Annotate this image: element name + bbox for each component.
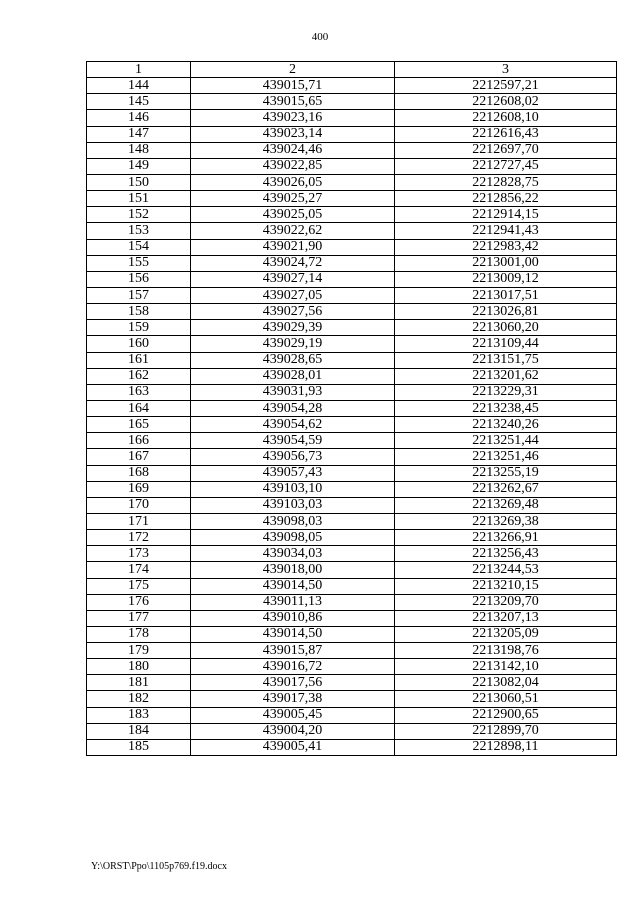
y-coordinate-cell: 2212914,15	[395, 207, 617, 223]
table-row	[87, 594, 617, 610]
x-coordinate-cell: 439056,73	[191, 449, 395, 465]
y-coordinate-cell: 2213198,76	[395, 643, 617, 659]
point-number-cell: 172	[87, 530, 191, 546]
point-number-cell: 175	[87, 578, 191, 594]
point-number-cell: 149	[87, 158, 191, 174]
point-number-cell: 160	[87, 336, 191, 352]
table-row	[87, 110, 617, 126]
point-number-cell: 182	[87, 691, 191, 707]
x-coordinate-cell: 439029,39	[191, 320, 395, 336]
y-coordinate-cell: 2213240,26	[395, 417, 617, 433]
x-coordinate-cell: 439023,14	[191, 126, 395, 142]
y-coordinate-cell: 2213207,13	[395, 610, 617, 626]
table-row	[87, 513, 617, 529]
x-coordinate-cell: 439027,56	[191, 304, 395, 320]
x-coordinate-cell: 439018,00	[191, 562, 395, 578]
x-coordinate-cell: 439103,03	[191, 497, 395, 513]
table-row	[87, 207, 617, 223]
table-row	[87, 78, 617, 94]
y-coordinate-cell: 2213017,51	[395, 287, 617, 303]
point-number-cell: 157	[87, 287, 191, 303]
point-number-cell: 176	[87, 594, 191, 610]
point-number-cell: 185	[87, 739, 191, 755]
y-coordinate-cell: 2213251,44	[395, 433, 617, 449]
y-coordinate-cell: 2213201,62	[395, 368, 617, 384]
table-row	[87, 691, 617, 707]
table-row	[87, 158, 617, 174]
y-coordinate-cell: 2212828,75	[395, 174, 617, 190]
point-number-cell: 163	[87, 384, 191, 400]
x-coordinate-cell: 439054,28	[191, 400, 395, 416]
table-row	[87, 578, 617, 594]
table-row	[87, 417, 617, 433]
y-coordinate-cell: 2212900,65	[395, 707, 617, 723]
point-number-cell: 174	[87, 562, 191, 578]
x-coordinate-cell: 439054,62	[191, 417, 395, 433]
y-coordinate-cell: 2213262,67	[395, 481, 617, 497]
y-coordinate-cell: 2213269,38	[395, 513, 617, 529]
x-coordinate-cell: 439010,86	[191, 610, 395, 626]
y-coordinate-cell: 2213229,31	[395, 384, 617, 400]
table-row	[87, 304, 617, 320]
point-number-cell: 156	[87, 271, 191, 287]
x-coordinate-cell: 439098,03	[191, 513, 395, 529]
table-row	[87, 643, 617, 659]
point-number-cell: 165	[87, 417, 191, 433]
x-coordinate-cell: 439011,13	[191, 594, 395, 610]
y-coordinate-cell: 2213255,19	[395, 465, 617, 481]
point-number-cell: 181	[87, 675, 191, 691]
point-number-cell: 148	[87, 142, 191, 158]
table-row	[87, 675, 617, 691]
x-coordinate-cell: 439022,85	[191, 158, 395, 174]
x-coordinate-cell: 439028,01	[191, 368, 395, 384]
point-number-cell: 167	[87, 449, 191, 465]
y-coordinate-cell: 2213244,53	[395, 562, 617, 578]
point-number-cell: 173	[87, 546, 191, 562]
y-coordinate-cell: 2212899,70	[395, 723, 617, 739]
x-coordinate-cell: 439025,27	[191, 191, 395, 207]
x-coordinate-cell: 439034,03	[191, 546, 395, 562]
table-row	[87, 336, 617, 352]
x-coordinate-cell: 439024,46	[191, 142, 395, 158]
y-coordinate-cell: 2212856,22	[395, 191, 617, 207]
table-row	[87, 562, 617, 578]
table-row	[87, 723, 617, 739]
point-number-cell: 154	[87, 239, 191, 255]
table-row	[87, 368, 617, 384]
point-number-cell: 153	[87, 223, 191, 239]
table-row	[87, 481, 617, 497]
x-coordinate-cell: 439017,56	[191, 675, 395, 691]
page-number: 400	[311, 31, 329, 43]
y-coordinate-cell: 2213060,51	[395, 691, 617, 707]
y-coordinate-cell: 2213251,46	[395, 449, 617, 465]
table-body	[87, 78, 617, 756]
x-coordinate-cell: 439014,50	[191, 578, 395, 594]
column-header: 1	[87, 62, 191, 78]
x-coordinate-cell: 439027,05	[191, 287, 395, 303]
table-row	[87, 739, 617, 755]
point-number-cell: 145	[87, 94, 191, 110]
point-number-cell: 170	[87, 497, 191, 513]
x-coordinate-cell: 439026,05	[191, 174, 395, 190]
x-coordinate-cell: 439025,05	[191, 207, 395, 223]
y-coordinate-cell: 2213205,09	[395, 626, 617, 642]
y-coordinate-cell: 2212697,70	[395, 142, 617, 158]
x-coordinate-cell: 439005,45	[191, 707, 395, 723]
y-coordinate-cell: 2213151,75	[395, 352, 617, 368]
point-number-cell: 155	[87, 255, 191, 271]
y-coordinate-cell: 2213060,20	[395, 320, 617, 336]
table-row	[87, 465, 617, 481]
y-coordinate-cell: 2212941,43	[395, 223, 617, 239]
y-coordinate-cell: 2212608,10	[395, 110, 617, 126]
x-coordinate-cell: 439021,90	[191, 239, 395, 255]
y-coordinate-cell: 2212608,02	[395, 94, 617, 110]
x-coordinate-cell: 439015,65	[191, 94, 395, 110]
y-coordinate-cell: 2213026,81	[395, 304, 617, 320]
table-row	[87, 255, 617, 271]
x-coordinate-cell: 439015,71	[191, 78, 395, 94]
table-row	[87, 626, 617, 642]
table-row	[87, 174, 617, 190]
table-row	[87, 449, 617, 465]
y-coordinate-cell: 2213001,00	[395, 255, 617, 271]
point-number-cell: 147	[87, 126, 191, 142]
x-coordinate-cell: 439054,59	[191, 433, 395, 449]
point-number-cell: 169	[87, 481, 191, 497]
x-coordinate-cell: 439024,72	[191, 255, 395, 271]
table-row	[87, 191, 617, 207]
table-header-row	[87, 62, 617, 78]
table-row	[87, 352, 617, 368]
x-coordinate-cell: 439057,43	[191, 465, 395, 481]
x-coordinate-cell: 439004,20	[191, 723, 395, 739]
table-row	[87, 384, 617, 400]
y-coordinate-cell: 2212898,11	[395, 739, 617, 755]
x-coordinate-cell: 439017,38	[191, 691, 395, 707]
point-number-cell: 152	[87, 207, 191, 223]
point-number-cell: 168	[87, 465, 191, 481]
point-number-cell: 158	[87, 304, 191, 320]
y-coordinate-cell: 2213238,45	[395, 400, 617, 416]
table-row	[87, 239, 617, 255]
table-row	[87, 497, 617, 513]
point-number-cell: 150	[87, 174, 191, 190]
point-number-cell: 183	[87, 707, 191, 723]
point-number-cell: 161	[87, 352, 191, 368]
point-number-cell: 180	[87, 659, 191, 675]
point-number-cell: 146	[87, 110, 191, 126]
y-coordinate-cell: 2213109,44	[395, 336, 617, 352]
point-number-cell: 164	[87, 400, 191, 416]
table-row	[87, 400, 617, 416]
x-coordinate-cell: 439027,14	[191, 271, 395, 287]
table-row	[87, 142, 617, 158]
table-row	[87, 546, 617, 562]
y-coordinate-cell: 2213266,91	[395, 530, 617, 546]
table-row	[87, 287, 617, 303]
point-number-cell: 166	[87, 433, 191, 449]
x-coordinate-cell: 439015,87	[191, 643, 395, 659]
point-number-cell: 184	[87, 723, 191, 739]
table-row	[87, 433, 617, 449]
x-coordinate-cell: 439028,65	[191, 352, 395, 368]
coordinates-table	[86, 61, 617, 756]
table-row	[87, 320, 617, 336]
x-coordinate-cell: 439103,10	[191, 481, 395, 497]
table-row	[87, 94, 617, 110]
y-coordinate-cell: 2212597,21	[395, 78, 617, 94]
y-coordinate-cell: 2212616,43	[395, 126, 617, 142]
point-number-cell: 144	[87, 78, 191, 94]
x-coordinate-cell: 439014,50	[191, 626, 395, 642]
point-number-cell: 151	[87, 191, 191, 207]
table-row	[87, 530, 617, 546]
column-header: 2	[191, 62, 395, 78]
point-number-cell: 159	[87, 320, 191, 336]
y-coordinate-cell: 2212727,45	[395, 158, 617, 174]
x-coordinate-cell: 439016,72	[191, 659, 395, 675]
x-coordinate-cell: 439029,19	[191, 336, 395, 352]
x-coordinate-cell: 439098,05	[191, 530, 395, 546]
y-coordinate-cell: 2213082,04	[395, 675, 617, 691]
point-number-cell: 171	[87, 513, 191, 529]
point-number-cell: 178	[87, 626, 191, 642]
column-header: 3	[395, 62, 617, 78]
y-coordinate-cell: 2213009,12	[395, 271, 617, 287]
x-coordinate-cell: 439022,62	[191, 223, 395, 239]
y-coordinate-cell: 2212983,42	[395, 239, 617, 255]
table-row	[87, 126, 617, 142]
y-coordinate-cell: 2213142,10	[395, 659, 617, 675]
point-number-cell: 162	[87, 368, 191, 384]
y-coordinate-cell: 2213209,70	[395, 594, 617, 610]
point-number-cell: 177	[87, 610, 191, 626]
y-coordinate-cell: 2213269,48	[395, 497, 617, 513]
table-row	[87, 659, 617, 675]
y-coordinate-cell: 2213210,15	[395, 578, 617, 594]
table-row	[87, 707, 617, 723]
table-row	[87, 223, 617, 239]
table-row	[87, 610, 617, 626]
x-coordinate-cell: 439031,93	[191, 384, 395, 400]
table-row	[87, 271, 617, 287]
file-path-footer: Y:\ORST\Ppo\1105p769.f19.docx	[91, 861, 227, 872]
point-number-cell: 179	[87, 643, 191, 659]
x-coordinate-cell: 439023,16	[191, 110, 395, 126]
y-coordinate-cell: 2213256,43	[395, 546, 617, 562]
x-coordinate-cell: 439005,41	[191, 739, 395, 755]
